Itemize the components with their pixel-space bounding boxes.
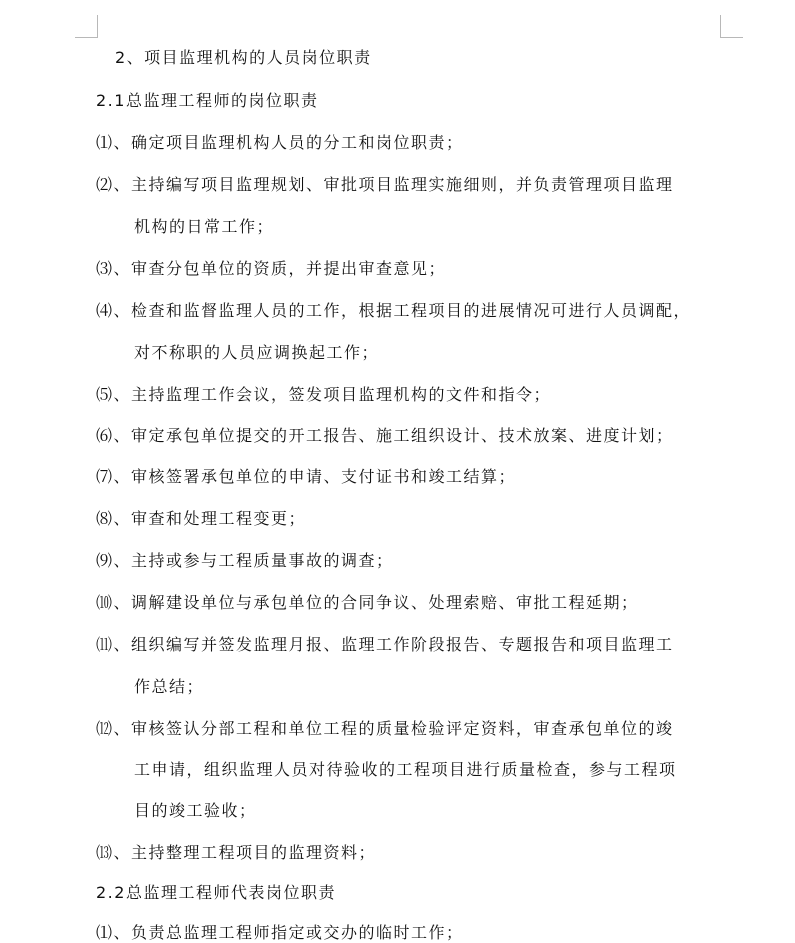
duty-item-11-continuation: 作总结； — [134, 677, 205, 696]
duty-item-1: ⑴、确定项目监理机构人员的分工和岗位职责； — [96, 133, 464, 152]
duty-item-4-continuation: 对不称职的人员应调换起工作； — [134, 343, 380, 362]
duty-item-12-continuation-1: 工申请，组织监理人员对待验收的工程项目进行质量检查，参与工程项 — [134, 760, 677, 779]
duty-item-2: ⑵、主持编写项目监理规划、审批项目监理实施细则，并负责管理项目监理 — [96, 175, 674, 194]
duty-item-9: ⑼、主持或参与工程质量事故的调查； — [96, 551, 394, 570]
section-title: 2、项目监理机构的人员岗位职责 — [115, 48, 372, 67]
duty-item-3: ⑶、审查分包单位的资质，并提出审查意见； — [96, 259, 447, 278]
subsection-heading-2-1: 2.1总监理工程师的岗位职责 — [96, 91, 319, 110]
duty-item-11: ⑾、组织编写并签发监理月报、监理工作阶段报告、专题报告和项目监理工 — [96, 635, 674, 654]
duty-item-12-continuation-2: 目的竣工验收； — [134, 801, 257, 820]
top-left-crop-mark — [75, 15, 98, 38]
deputy-duty-item-1: ⑴、负责总监理工程师指定或交办的临时工作； — [96, 923, 464, 942]
duty-item-8: ⑻、审查和处理工程变更； — [96, 509, 307, 528]
duty-item-4: ⑷、检查和监督监理人员的工作，根据工程项目的进展情况可进行人员调配， — [96, 301, 692, 320]
subsection-heading-2-2: 2.2总监理工程师代表岗位职责 — [96, 883, 336, 902]
duty-item-2-continuation: 机构的日常工作； — [134, 217, 275, 236]
duty-item-5: ⑸、主持监理工作会议，签发项目监理机构的文件和指令； — [96, 385, 552, 404]
duty-item-10: ⑽、调解建设单位与承包单位的合同争议、处理索赔、审批工程延期； — [96, 593, 639, 612]
top-right-crop-mark — [720, 15, 743, 38]
duty-item-7: ⑺、审核签署承包单位的申请、支付证书和竣工结算； — [96, 467, 517, 486]
duty-item-12: ⑿、审核签认分部工程和单位工程的质量检验评定资料，审查承包单位的竣 — [96, 719, 674, 738]
duty-item-6: ⑹、审定承包单位提交的开工报告、施工组织设计、技术放案、进度计划； — [96, 426, 674, 445]
duty-item-13: ⒀、主持整理工程项目的监理资料； — [96, 843, 377, 862]
